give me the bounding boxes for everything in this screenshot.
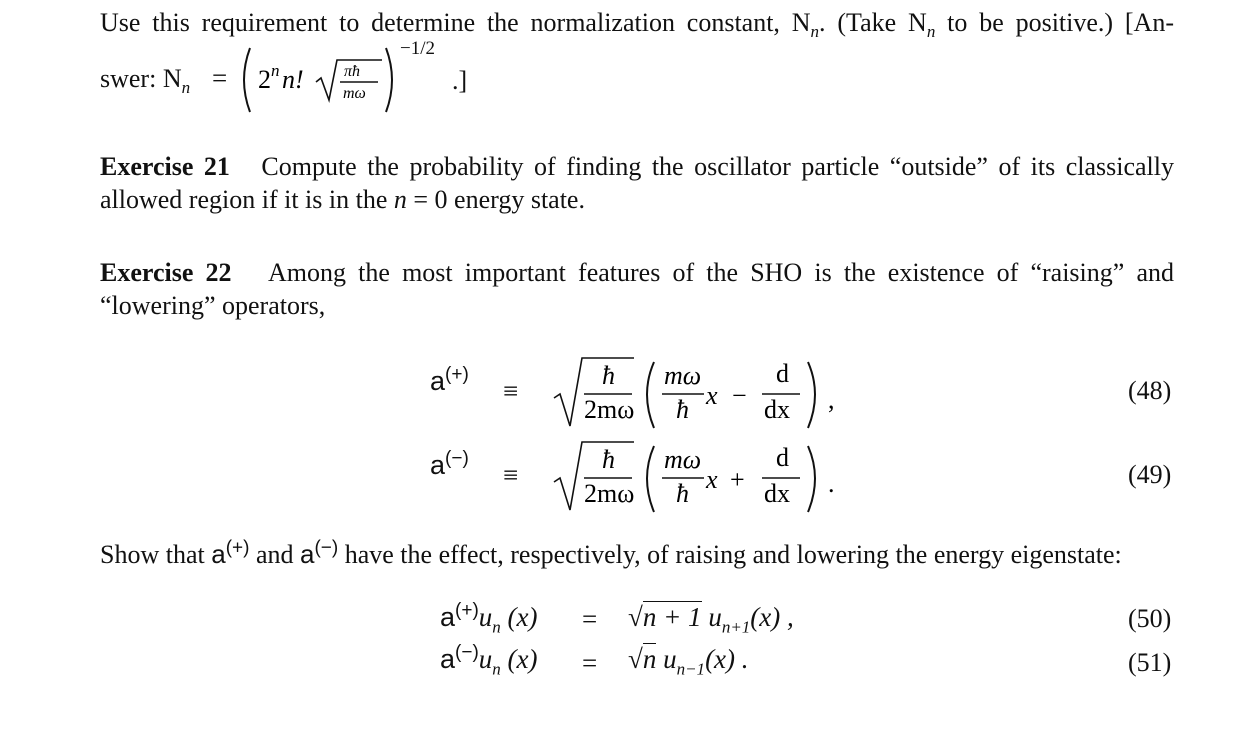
formula-exp-n: n — [271, 61, 280, 80]
svg-text:ħ: ħ — [602, 361, 615, 390]
eq51-number: (51) — [1128, 648, 1172, 677]
eq50-lhs: $a^{(+)}u_n$ (x) — [440, 600, 538, 637]
right-paren-shape — [386, 48, 392, 112]
sqrt-frac-num: πħ — [344, 63, 361, 80]
eq51-rhs: √n $u_{n-1}(x)$ . — [628, 644, 749, 679]
left-paren-shape — [244, 48, 250, 112]
eq49-number: (49) — [1128, 460, 1172, 489]
svg-text:ħ: ħ — [676, 395, 689, 424]
svg-text:.: . — [828, 469, 835, 498]
sqrt-symbol: √ — [628, 602, 643, 632]
eq50-rhs: √n + 1 $u_{n+1}(x)$ , — [628, 602, 794, 637]
answer-exponent: −1/2 — [400, 38, 435, 59]
exercise22-line1: Exercise 22 Among the most important features of the SHO is the existence of “raising” and — [100, 258, 1175, 287]
eq48-rel: ≡ — [503, 376, 519, 406]
eq48-lhs: a(+) — [430, 364, 469, 396]
svg-text:x: x — [706, 465, 718, 494]
exercise21-line2: allowed region if it is in the n = 0 energy state. — [100, 185, 585, 214]
eq50-rel: = — [582, 604, 598, 634]
svg-text:2mω: 2mω — [584, 479, 635, 508]
eq49-rhs — [550, 436, 850, 516]
svg-text:−: − — [732, 381, 747, 410]
formula-nfact: n! — [282, 65, 304, 94]
svg-text:,: , — [828, 385, 835, 414]
exercise21-line1: Exercise 21 Compute the probability of finding the oscillator particle “outside” of its classically — [100, 152, 1174, 181]
eq51-lhs: $a^{(-)}u_n$ (x) — [440, 642, 538, 679]
exercise22-label: Exercise 22 — [100, 258, 232, 287]
svg-text:mω: mω — [664, 445, 702, 474]
svg-text:x: x — [706, 381, 718, 410]
eq50-number: (50) — [1128, 604, 1172, 633]
eq48-number: (48) — [1128, 376, 1172, 405]
eq48-rhs — [550, 352, 850, 432]
exercise22-line2: “lowering” operators, — [100, 291, 326, 320]
answer-equals: = — [212, 63, 228, 93]
svg-text:mω: mω — [664, 361, 702, 390]
svg-text:d: d — [776, 359, 789, 388]
sqrt-symbol: √ — [628, 644, 643, 674]
answer-prefix: swer: $N_n$ — [100, 64, 191, 98]
svg-text:d: d — [776, 443, 789, 472]
answer-formula — [236, 44, 401, 116]
svg-text:ħ: ħ — [602, 445, 615, 474]
eq51-rel: = — [582, 648, 598, 678]
svg-text:dx: dx — [764, 395, 790, 424]
para1-line1: Use this requirement to determine the normalization constant, $N_n$. (Take $N_n$ to be positive.) [An- — [100, 8, 1174, 42]
svg-text:ħ: ħ — [676, 479, 689, 508]
svg-text:dx: dx — [764, 479, 790, 508]
show-paragraph: Show that a(+) and a(−) have the effect, respectively, of raising and lowering the energy eigenstate: — [100, 537, 1122, 569]
eq49-lhs: a(−) — [430, 448, 469, 480]
answer-close: .] — [452, 66, 468, 95]
sqrt-frac-den: mω — [343, 85, 366, 102]
svg-text:2mω: 2mω — [584, 395, 635, 424]
svg-text:+: + — [730, 465, 745, 494]
eq49-rel: ≡ — [503, 460, 519, 490]
formula-base: 2 — [258, 65, 271, 94]
exercise21-label: Exercise 21 — [100, 152, 230, 181]
